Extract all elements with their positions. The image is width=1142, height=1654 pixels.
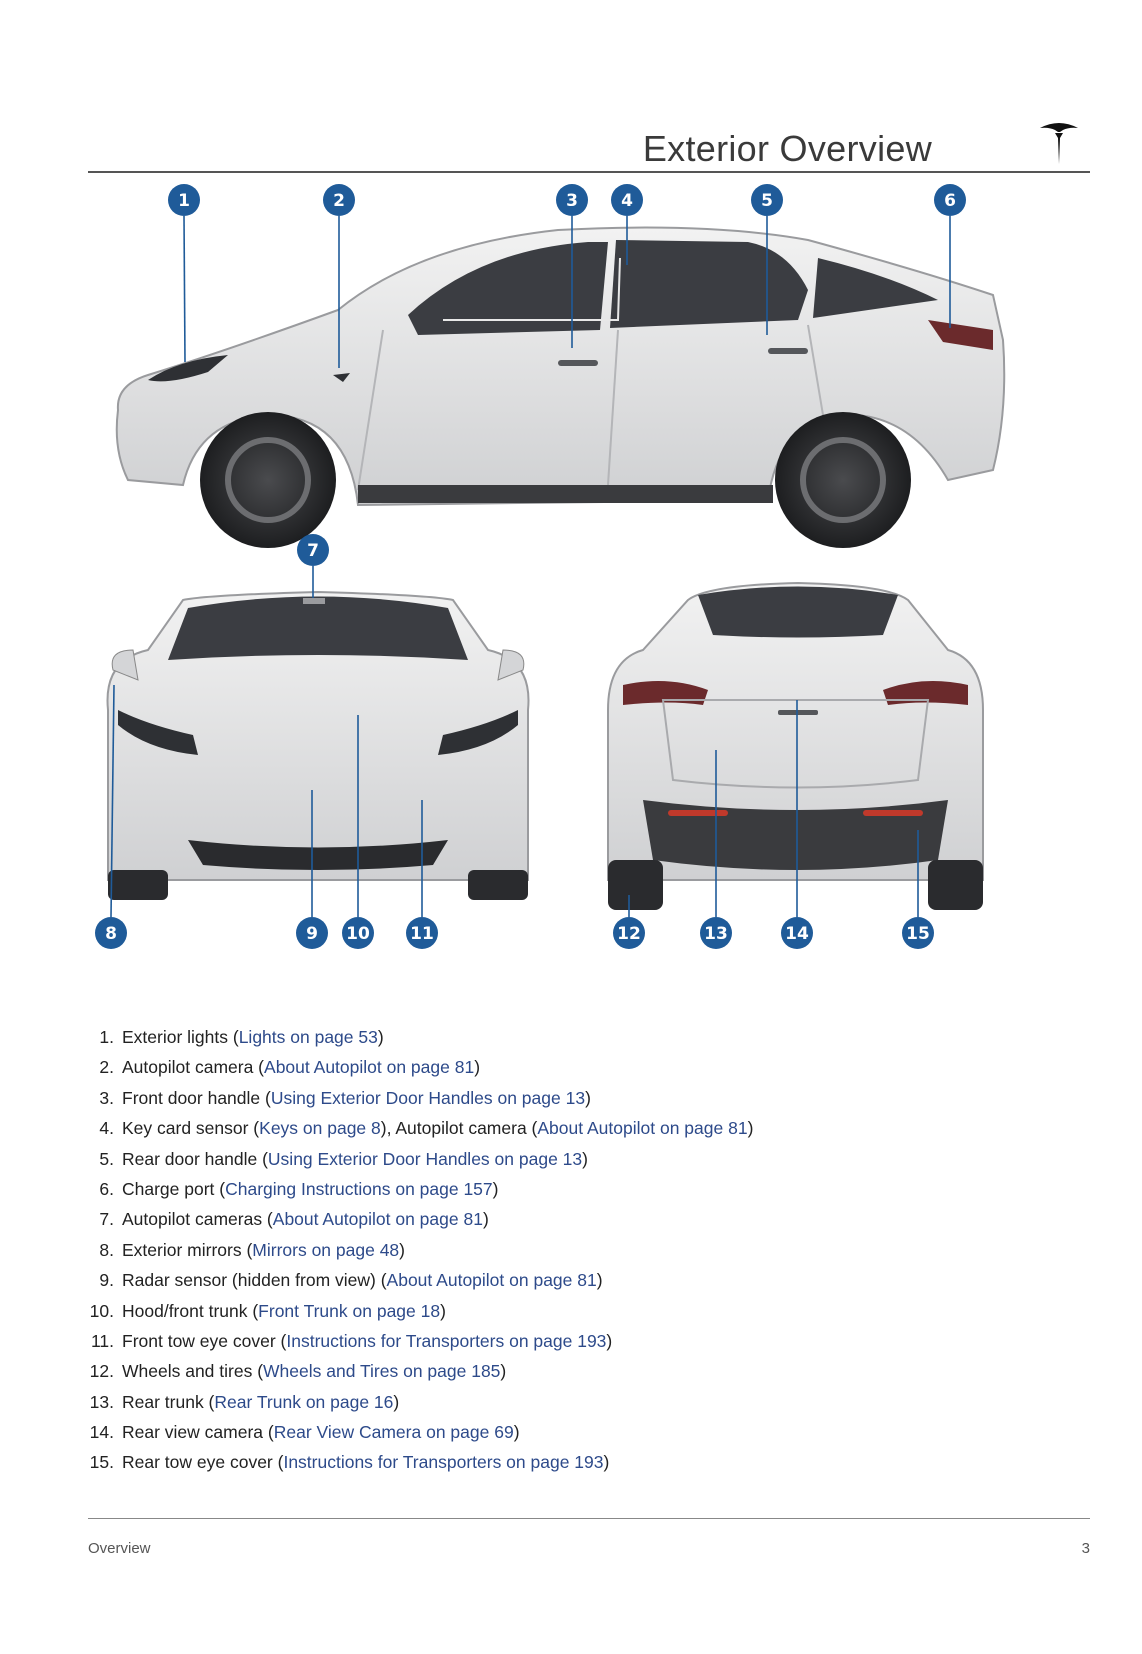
xref-link[interactable]: Instructions for Transporters on page 193 — [283, 1452, 604, 1473]
xref-link[interactable]: Keys on page 8 — [259, 1118, 381, 1139]
callout-9 — [296, 917, 328, 949]
svg-text:5: 5 — [761, 191, 773, 211]
xref-link[interactable]: Lights on page 53 — [238, 1027, 378, 1047]
xref-link[interactable]: Instructions for Transporters on page 193 — [286, 1330, 607, 1351]
svg-text:3: 3 — [566, 191, 578, 211]
svg-text:11: 11 — [410, 924, 434, 944]
footer-rule — [88, 1518, 1090, 1519]
page-title: Exterior Overview — [642, 128, 932, 169]
svg-text:14: 14 — [785, 924, 809, 944]
svg-text:10: 10 — [346, 924, 370, 944]
xref-link[interactable]: Wheels and Tires on page 185 — [263, 1361, 501, 1382]
svg-text:13: 13 — [704, 924, 728, 944]
exterior-overview-figure — [88, 180, 1090, 1010]
rear-view-car — [608, 583, 983, 910]
callout-12 — [613, 917, 645, 949]
xref-link[interactable]: About Autopilot on page 81 — [537, 1118, 748, 1139]
callout-11 — [406, 917, 438, 949]
callout-13 — [700, 917, 732, 949]
xref-link[interactable]: Mirrors on page 48 — [252, 1239, 400, 1260]
feature-list — [80, 1022, 753, 1478]
xref-link[interactable]: Using Exterior Door Handles on page 13 — [270, 1087, 586, 1108]
svg-text:1: 1 — [178, 191, 190, 211]
svg-text:12: 12 — [617, 924, 641, 944]
list-item: 4. Key card sensor (Keys on page 8), Autopilot camera (About Autopilot on page 81) — [99, 1118, 754, 1139]
tesla-logo — [1034, 118, 1084, 168]
xref-link[interactable]: About Autopilot on page 81 — [386, 1270, 597, 1291]
callout-14 — [781, 917, 813, 949]
list-item: 1. Exterior lights (Lights on page 53) — [99, 1027, 384, 1047]
xref-link[interactable]: Rear View Camera on page 69 — [273, 1422, 514, 1443]
callout-4 — [611, 184, 643, 216]
svg-text:7: 7 — [307, 541, 319, 561]
xref-link[interactable]: Rear Trunk on page 16 — [214, 1391, 394, 1412]
callout-1 — [168, 184, 200, 216]
list-item: 2. Autopilot camera (About Autopilot on page 81) — [99, 1057, 481, 1078]
xref-link[interactable]: Front Trunk on page 18 — [258, 1300, 441, 1321]
callout-5 — [751, 184, 783, 216]
side-view-car — [117, 228, 1005, 548]
list-item: 14. Rear view camera (Rear View Camera on page 69) — [89, 1422, 520, 1443]
footer-section: Overview — [88, 1540, 151, 1557]
callout-8 — [95, 917, 127, 949]
svg-text:15: 15 — [906, 924, 930, 944]
callout-7 — [297, 534, 329, 566]
callout-10 — [342, 917, 374, 949]
xref-link[interactable]: About Autopilot on page 81 — [264, 1057, 475, 1078]
list-item: 8. Exterior mirrors (Mirrors on page 48) — [99, 1239, 405, 1260]
list-item: 7. Autopilot cameras (About Autopilot on page 81) — [99, 1209, 489, 1230]
list-item: 10. Hood/front trunk (Front Trunk on page 18) — [89, 1300, 446, 1321]
page-number: 3 — [1081, 1540, 1090, 1557]
callout-3 — [556, 184, 588, 216]
xref-link[interactable]: About Autopilot on page 81 — [272, 1209, 483, 1230]
list-item: 6. Charge port (Charging Instructions on page 157) — [99, 1178, 499, 1199]
list-item: 13. Rear trunk (Rear Trunk on page 16) — [89, 1391, 400, 1412]
front-view-car — [108, 592, 529, 900]
list-item: 9. Radar sensor (hidden from view) (About Autopilot on page 81) — [99, 1270, 603, 1291]
callout-2 — [323, 184, 355, 216]
header-rule — [88, 171, 1090, 173]
svg-text:4: 4 — [621, 191, 633, 211]
list-item: 11. Front tow eye cover (Instructions for Transporters on page 193) — [90, 1330, 613, 1351]
svg-text:8: 8 — [105, 924, 117, 944]
list-item: 15. Rear tow eye cover (Instructions for Transporters on page 193) — [89, 1452, 610, 1473]
list-item: 5. Rear door handle (Using Exterior Door Handles on page 13) — [99, 1148, 588, 1169]
list-item: 12. Wheels and tires (Wheels and Tires on page 185) — [89, 1361, 507, 1382]
list-item: 3. Front door handle (Using Exterior Door Handles on page 13) — [99, 1087, 591, 1108]
xref-link[interactable]: Charging Instructions on page 157 — [225, 1178, 493, 1199]
svg-text:2: 2 — [333, 191, 345, 211]
callout-15 — [902, 917, 934, 949]
svg-text:6: 6 — [944, 191, 956, 211]
callout-6 — [934, 184, 966, 216]
svg-text:9: 9 — [306, 924, 318, 944]
xref-link[interactable]: Using Exterior Door Handles on page 13 — [267, 1148, 583, 1169]
